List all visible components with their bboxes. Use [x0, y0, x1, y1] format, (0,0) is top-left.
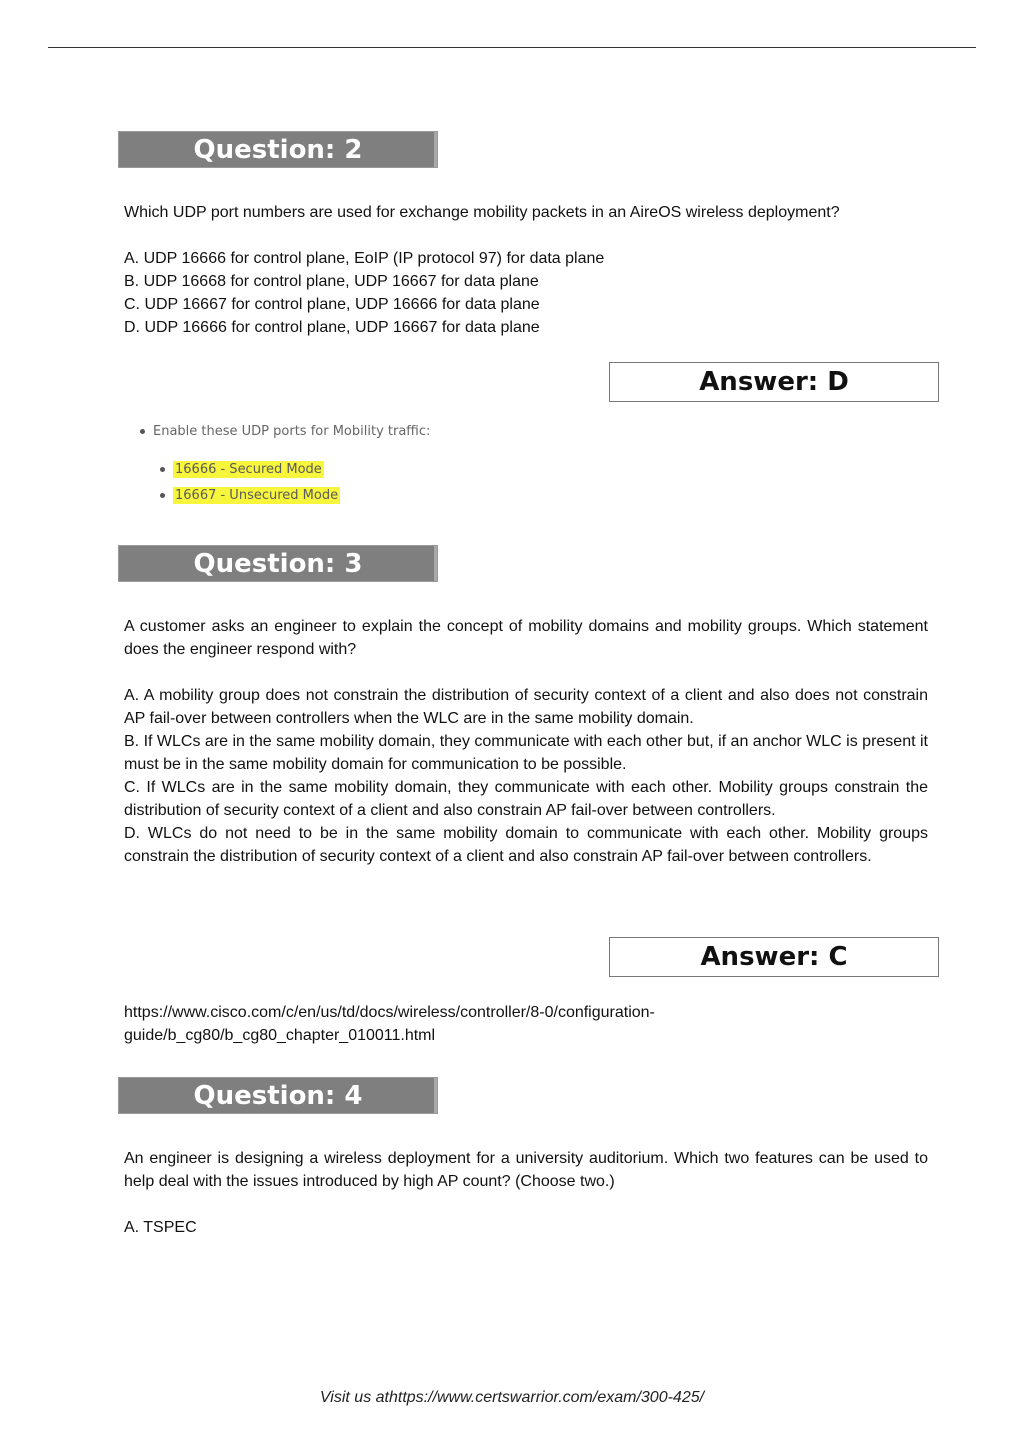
option-b: B. UDP 16668 for control plane, UDP 16667 for data plane	[124, 273, 539, 290]
bullet-icon	[140, 429, 145, 434]
question-2-stem: Which UDP port numbers are used for exchange mobility packets in an AireOS wireless deployment?	[124, 204, 840, 221]
reference-line-2: guide/b_cg80/b_cg80_chapter_010011.html	[124, 1027, 436, 1044]
question-3-answer: Answer: C	[609, 937, 939, 977]
question-3-options	[124, 684, 928, 868]
question-2-options	[124, 247, 928, 339]
question-2-header: Question: 2	[118, 131, 438, 168]
question-2-answer: Answer: D	[609, 362, 939, 402]
highlighted-port: 16666 - Secured Mode	[175, 462, 322, 477]
bullet-icon	[160, 493, 165, 498]
option-d: D. WLCs do not need to be in the same mobility domain to communicate with each other. Mobility groups constrain the distribution of security context of a client and also constrain AP fail-over between controllers.	[124, 825, 928, 865]
question-4-header: Question: 4	[118, 1077, 438, 1114]
option-b: B. If WLCs are in the same mobility domain, they communicate with each other but, if an anchor WLC is present it must be in the same mobility domain for communication to be possible.	[124, 733, 928, 773]
answer-excerpt	[140, 424, 430, 439]
excerpt-main: Enable these UDP ports for Mobility traffic:	[153, 424, 431, 439]
option-a: A. UDP 16666 for control plane, EoIP (IP protocol 97) for data plane	[124, 250, 605, 267]
excerpt-item	[160, 487, 340, 504]
question-3-stem: A customer asks an engineer to explain the concept of mobility domains and mobility groups. Which statement does the engineer respond with?	[124, 618, 928, 658]
question-4-stem: An engineer is designing a wireless deployment for a university auditorium. Which two features can be used to help deal with the issues introduced by high AP count? (Choose two.)	[124, 1150, 928, 1190]
option-a: A. A mobility group does not constrain the distribution of security context of a client and also does not constrain AP fail-over between controllers when the WLC are in the same mobility domain.	[124, 687, 928, 727]
reference-link[interactable]	[124, 1001, 928, 1047]
highlighted-port: 16667 - Unsecured Mode	[175, 488, 339, 503]
top-rule	[48, 47, 976, 48]
option-c: C. If WLCs are in the same mobility domain, they communicate with each other. Mobility groups constrain the distribution of security context of a client and also constrain AP fail-over between controllers.	[124, 779, 928, 819]
option-c: C. UDP 16667 for control plane, UDP 16666 for data plane	[124, 296, 540, 313]
option-a: A. TSPEC	[124, 1219, 197, 1236]
footer-link[interactable]: Visit us athttps://www.certswarrior.com/exam/300-425/	[319, 1389, 705, 1406]
reference-line-1: https://www.cisco.com/c/en/us/td/docs/wireless/controller/8-0/configuration-	[124, 1004, 655, 1021]
excerpt-item	[160, 461, 324, 478]
question-4-options	[124, 1216, 928, 1239]
question-3-header: Question: 3	[118, 545, 438, 582]
option-d: D. UDP 16666 for control plane, UDP 16667 for data plane	[124, 319, 540, 336]
bullet-icon	[160, 467, 165, 472]
